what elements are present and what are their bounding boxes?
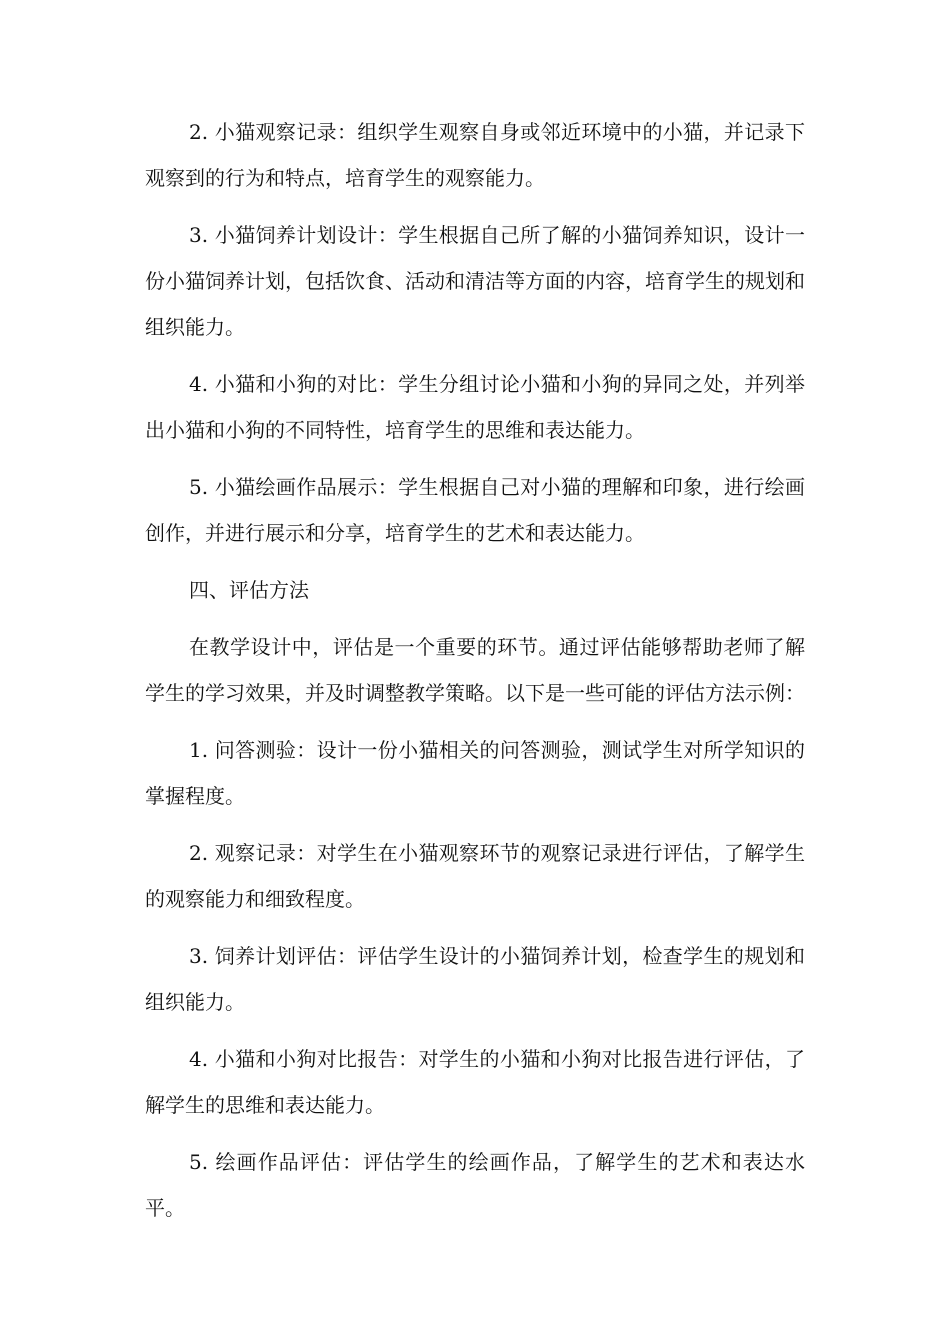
paragraph-observation-eval: 2. 观察记录：对学生在小猫观察环节的观察记录进行评估，了解学生的观察能力和细致程度。 <box>145 841 805 911</box>
paragraph-drawing-eval: 5. 绘画作品评估：评估学生的绘画作品，了解学生的艺术和表达水平。 <box>145 1150 805 1220</box>
paragraph-cat-observation: 2. 小猫观察记录：组织学生观察自身或邻近环境中的小猫，并记录下观察到的行为和特点，培育学生的观察能力。 <box>145 120 805 190</box>
paragraph-evaluation-intro: 在教学设计中，评估是一个重要的环节。通过评估能够帮助老师了解学生的学习效果，并及时调整教学策略。以下是一些可能的评估方法示例： <box>145 635 805 705</box>
paragraph-comparison-report: 4. 小猫和小狗对比报告：对学生的小猫和小狗对比报告进行评估，了解学生的思维和表达能力。 <box>145 1047 805 1117</box>
paragraph-quiz: 1. 问答测验：设计一份小猫相关的问答测验，测试学生对所学知识的掌握程度。 <box>145 738 805 808</box>
document-page <box>145 109 805 1231</box>
section-heading-evaluation: 四、评估方法 <box>189 578 309 602</box>
paragraph-cat-dog-comparison: 4. 小猫和小狗的对比：学生分组讨论小猫和小狗的异同之处，并列举出小猫和小狗的不同特性，培育学生的思维和表达能力。 <box>145 372 805 442</box>
paragraph-drawing-showcase: 5. 小猫绘画作品展示：学生根据自己对小猫的理解和印象，进行绘画创作，并进行展示和分享，培育学生的艺术和表达能力。 <box>145 475 805 545</box>
paragraph-feeding-eval: 3. 饲养计划评估：评估学生设计的小猫饲养计划，检查学生的规划和组织能力。 <box>145 944 805 1014</box>
paragraph-feeding-plan: 3. 小猫饲养计划设计：学生根据自己所了解的小猫饲养知识，设计一份小猫饲养计划，包括饮食、活动和清洁等方面的内容，培育学生的规划和组织能力。 <box>145 223 805 339</box>
